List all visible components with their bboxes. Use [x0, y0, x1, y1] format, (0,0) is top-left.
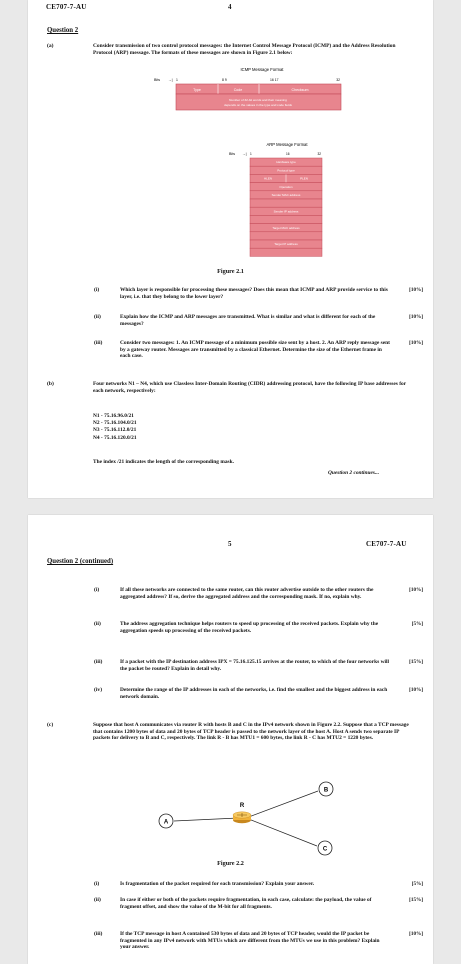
network-list [93, 413, 137, 442]
network-n2: N2 - 75.16.104.0/21 [93, 420, 137, 427]
b-item-iii-mark: [15%] [409, 659, 423, 665]
part-b-text: Four networks N1 – N4, which use Classless Inter-Domain Routing (CIDR) addressing protocol, have the following IP base addresses for each network, respectively: [93, 381, 407, 394]
arp-protocol-type: Protocol type [277, 168, 295, 173]
icmp-tick-32: 32 [336, 78, 340, 82]
arp-bits-label: Bits [229, 152, 235, 156]
page-1 [28, 0, 433, 498]
svg-text:depends on the values in the t: depends on the values in the type and code fields [224, 103, 292, 107]
c-item-ii-mark: [15%] [409, 897, 423, 903]
b-item-iv-text: Determine the range of the IP addresses in each of the networks, i.e. find the smallest and the biggest address in each network domain. [120, 687, 388, 700]
item-ii-text: Explain how the ICMP and ARP messages are transmitted. What is similar and what is different for each of the messages? [120, 314, 376, 327]
part-c-text: Suppose that host A communicates via router R with hosts B and C in the IPv4 network shown in Figure 2.2. Suppose that a TCP message that contains 1200 bytes of data and 20 bytes of TCP header is passed to the network layer of the host A. Host A sends two separate IP packets for delivery to B and C, respectively. The link R - B has MTU1 = 600 bytes, the link R - C has MTU2 = 1220 bytes. [93, 722, 409, 742]
b-item-i-mark: [10%] [409, 587, 423, 593]
c-item-iii-text: If the TCP message in host A contained 530 bytes of data and 20 bytes of TCP header, would the IP packet be fragmented in any IPv4 network with MTUs which are different from the MTUs we use in this problem? Explain your answer. [120, 931, 380, 951]
b-item-ii-mark: [5%] [411, 621, 423, 627]
router-icon [233, 812, 251, 823]
b-item-iii-label: (iii) [94, 659, 103, 665]
arp-tick-16: 16 [286, 152, 290, 156]
arp-tick-32: 32 [317, 152, 321, 156]
arp-target-mac: Target MAC address [272, 225, 300, 230]
header-code: CE707-7-AU [366, 540, 407, 548]
svg-text:→|: →| [242, 152, 247, 156]
c-item-iii-label: (iii) [94, 931, 103, 937]
arp-target-ip: Target IP address [274, 242, 298, 247]
router-label: R [239, 803, 245, 809]
b-item-iii-text: If a packet with the IP destination address IPX = 75.16.125.15 arrives at the router, to which of the four networks will the packet be routed? Explain in detail why. [120, 659, 389, 672]
header-code: CE707-7-AU [46, 3, 87, 11]
network-n3: N3 - 75.16.112.0/21 [93, 427, 137, 434]
arp-tick-1: 1 [250, 152, 252, 156]
arp-hlen: HLEN [263, 176, 273, 181]
node-a-label: A [163, 819, 169, 826]
arp-plen: PLEN [300, 176, 308, 181]
b-item-i-text: If all these networks are connected to the same router, can this router advertise outside to the other routers the aggregated address? If so, derive the aggregated address and the corresponding mask. If no, explain why. [120, 587, 374, 600]
node-b-label: B [323, 787, 329, 794]
arp-operation: Operation [279, 184, 293, 189]
icmp-bits-label: Bits [154, 78, 160, 82]
icmp-type-field: Type [193, 88, 201, 92]
icmp-tick-8: 8 9 [222, 78, 227, 82]
part-a-label: (a) [47, 43, 54, 49]
network-n1: N1 - 75.16.96.0/21 [93, 413, 134, 419]
arp-sender-mac: Sender MAC address [271, 193, 301, 197]
network-diagram-figure [146, 778, 346, 858]
arp-hardware-type: Hardware type [276, 160, 296, 165]
b-item-ii-label: (ii) [94, 621, 101, 627]
item-ii-label: (ii) [94, 314, 101, 320]
icmp-code-field: Code [233, 88, 243, 92]
icmp-checksum-field: Checksum [291, 88, 309, 92]
question-continues: Question 2 continues... [328, 470, 380, 476]
icmp-tick-1: 1 [176, 78, 178, 82]
part-b-label: (b) [47, 381, 54, 387]
figure-2-2-caption: Figure 2.2 [217, 860, 244, 867]
icmp-tick-16: 16 17 [270, 78, 279, 82]
icmp-message-format-figure [144, 66, 344, 142]
icmp-title: ICMP Message Format [240, 67, 284, 72]
item-i-text: Which layer is responsible for processing these messages? Does this mean that ICMP and ARP provide service to this layer, i.e. that they belong to the lower layer? [120, 287, 388, 300]
c-item-ii-text: In case if either or both of the packets require fragmentation, in each case, calculate: the payload, the value of fragment offset, and show the value of the M-bit for all fragments. [120, 897, 372, 910]
part-c-label: (c) [47, 722, 54, 728]
icmp-diagram [144, 66, 344, 142]
svg-text:Number of 32-bit words and the: Number of 32-bit words and their meaning [229, 98, 287, 102]
item-iii-label: (iii) [94, 340, 103, 346]
item-i-mark: [10%] [409, 287, 423, 293]
item-iii-mark: [10%] [409, 340, 423, 346]
part-a-text: Consider transmission of two control protocol messages: the Internet Control Message Protocol (ICMP) and the Address Resolution Protocol (ARP) message. The formats of these messages are shown in Figure 2.1 below: [93, 43, 396, 56]
item-ii-mark: [10%] [409, 314, 423, 320]
svg-text:→|: →| [168, 78, 173, 82]
arp-message-format-figure [199, 140, 349, 268]
b-item-i-label: (i) [94, 587, 100, 593]
b-item-iv-mark: [10%] [409, 687, 423, 693]
page-2 [28, 515, 433, 964]
network-n4: N4 - 75.16.120.0/21 [93, 434, 137, 441]
page-number: 4 [228, 3, 232, 11]
figure-2-1-caption: Figure 2.1 [217, 268, 244, 275]
c-item-i-label: (i) [94, 881, 100, 887]
index-note: The index /21 indicates the length of the corresponding mask. [93, 459, 234, 465]
question-title: Question 2 [47, 27, 79, 34]
item-iii-text: Consider two messages: 1. An ICMP message of a minimum possible size sent by a host. 2. An ARP reply message sent by a gateway router. Messages are transmitted by a classical Ethernet. Determine the size of the Ethernet frame in each case. [120, 340, 390, 360]
c-item-ii-label: (ii) [94, 897, 101, 903]
item-i-label: (i) [94, 287, 100, 293]
b-item-iv-label: (iv) [94, 687, 103, 693]
arp-title: ARP Message Format [266, 142, 308, 147]
question-title-continued: Question 2 (continued) [47, 558, 114, 565]
arp-sender-ip: Sender IP address [273, 209, 299, 214]
b-item-ii-text: The address aggregation technique helps routers to speed up processing of the received packets. Explain why the aggregation speeds up processing of the received packets. [120, 621, 379, 634]
c-item-i-mark: [5%] [411, 881, 423, 887]
arp-diagram [199, 140, 349, 268]
c-item-i-text: Is fragmentation of the packet required for each transmission? Explain your answer. [120, 881, 315, 887]
network-diagram [146, 778, 346, 858]
page-number: 5 [228, 540, 232, 548]
node-c-label: C [322, 846, 328, 853]
c-item-iii-mark: [10%] [409, 931, 423, 937]
